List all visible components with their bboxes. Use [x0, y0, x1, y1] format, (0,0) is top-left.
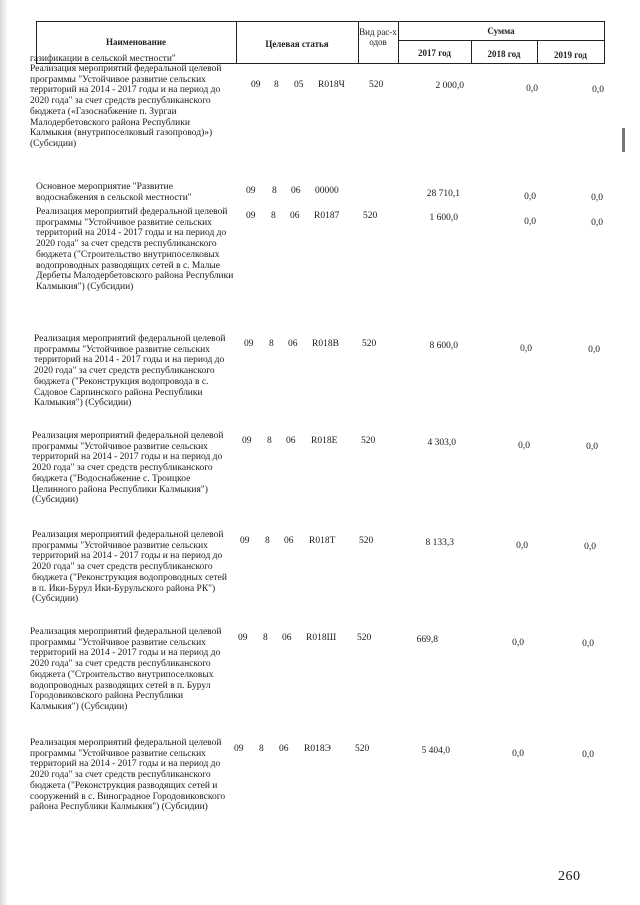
sum-2018: 0,0 [518, 441, 530, 451]
row-description: Реализация мероприятий федеральной целевой программы "Устойчивое развитие сельских территорий на 2014 - 2017 годы и на период до 2020 года" за счет средств республиканского бюджета ("Реконструкция разводящих сетей и сооружений в с. Виноградное Городовиковского района Республики Калмыкия") (Субсидии) [30, 738, 226, 813]
code-direction: R018Э [304, 744, 331, 754]
sum-2017: 5 404,0 [421, 746, 450, 756]
scan-artifact-mark [622, 128, 625, 152]
code-program: 09 [240, 536, 250, 546]
code-activity: 06 [284, 536, 294, 546]
row-description: Реализация мероприятий федеральной целевой программы "Устойчивое развитие сельских территорий на 2014 - 2017 годы и на период до 2020 года" за счет средств республиканского бюджета ("Строительство внутрипоселковых водопроводных разводящих сетей в п. Бурул Городовиковского района Республики Калмыкия") (Субсидии) [30, 627, 222, 712]
expense-kind: 520 [359, 536, 374, 546]
header-year-2018: 2018 год [487, 49, 521, 59]
sum-2017: 4 303,0 [427, 438, 456, 448]
code-subprogram: 8 [271, 211, 276, 221]
code-activity: 06 [288, 339, 298, 349]
code-direction: 00000 [315, 186, 339, 196]
expense-kind: 520 [362, 339, 377, 349]
code-activity: 06 [282, 633, 292, 643]
code-subprogram: 8 [272, 186, 277, 196]
code-program: 09 [251, 80, 261, 90]
header-sum: Сумма [487, 26, 515, 36]
row-description: Реализация мероприятий федеральной целевой программы "Устойчивое развитие сельских территорий на 2014 - 2017 годы и на период до 2020 года" за счет средств республиканского бюджета («Газоснабжение п. Зургаи Малодербетовского района Республики Калмыкия (внутрипоселковый газопровод)») (Субсидии) [30, 64, 222, 149]
expense-kind: 520 [357, 633, 372, 643]
sum-2019: 0,0 [592, 85, 604, 95]
sum-2017: 669,8 [416, 635, 438, 645]
continuation-text: газификации в сельской местности" [30, 54, 176, 64]
header-name: Наименование [106, 37, 166, 47]
header-year-2019: 2019 год [554, 50, 587, 60]
sum-2017: 28 710,1 [426, 189, 460, 199]
expense-kind: 520 [363, 211, 378, 221]
header-year-2017: 2017 год [418, 48, 451, 58]
code-subprogram: 8 [269, 339, 274, 349]
code-program: 09 [234, 744, 244, 754]
sum-2018: 0,0 [516, 541, 528, 551]
code-activity: 06 [290, 211, 300, 221]
expense-kind: 520 [369, 80, 384, 90]
header-expense-kind: Вид рас-ходов [359, 27, 397, 47]
code-activity: 06 [291, 186, 301, 196]
sum-2019: 0,0 [584, 542, 596, 552]
row-description: Реализация мероприятий федеральной целевой программы "Устойчивое развитие сельских территорий на 2014 - 2017 годы и на период до 2020 года" за счет средств республиканского бюджета ("Строительство внутрипоселковых водопроводных разводящих сетей в с. Малые Дербеты Малодербетовского района Республики Калмыкия") (Субсидии) [36, 207, 234, 292]
sum-2017: 2 000,0 [435, 81, 464, 91]
code-subprogram: 8 [274, 80, 279, 90]
sum-2019: 0,0 [586, 442, 598, 452]
code-direction: R0187 [314, 211, 340, 221]
row-description: Реализация мероприятий федеральной целевой программы "Устойчивое развитие сельских территорий на 2014 - 2017 годы и на период до 2020 года" за счет средств республиканского бюджета ("Реконструкция водопроводных сетей в п. Ики-Бурул Ики-Бурульского района РК") (Субсидии) [32, 530, 227, 605]
row-description: Реализация мероприятий федеральной целевой программы "Устойчивое развитие сельских территорий на 2014 - 2017 годы и на период до 2020 года" за счет средств республиканского бюджета ("Водоснабжение с. Троицкое Целинного района Республики Калмыкия") (Субсидии) [32, 431, 224, 506]
code-program: 09 [244, 339, 254, 349]
header-target-article: Целевая статья [265, 39, 329, 49]
code-subprogram: 8 [259, 744, 264, 754]
code-direction: R018Е [311, 436, 338, 446]
code-subprogram: 8 [263, 633, 268, 643]
sum-2018: 0,0 [512, 638, 524, 648]
code-direction: R018Ш [306, 633, 337, 643]
row-description: Основное мероприятие "Развитие водоснабжения в сельской местности" [36, 182, 192, 203]
expense-kind: 520 [361, 436, 376, 446]
expense-kind: 520 [355, 744, 370, 754]
sum-2019: 0,0 [588, 345, 600, 355]
code-direction: R018В [312, 339, 339, 349]
sum-2018: 0,0 [524, 217, 536, 227]
scan-edge-shadow [0, 0, 8, 905]
code-activity: 06 [286, 436, 296, 446]
sum-2017: 8 600,0 [429, 341, 458, 351]
sum-2019: 0,0 [582, 639, 594, 649]
code-subprogram: 8 [265, 536, 270, 546]
sum-2019: 0,0 [591, 218, 603, 228]
sum-2019: 0,0 [582, 750, 594, 760]
sum-2018: 0,0 [520, 344, 532, 354]
sum-2017: 8 133,3 [425, 538, 454, 548]
code-program: 09 [246, 186, 256, 196]
code-activity: 06 [279, 744, 289, 754]
code-direction: R018Ч [318, 80, 345, 90]
row-description: Реализация мероприятий федеральной целевой программы "Устойчивое развитие сельских территорий на 2014 - 2017 годы и на период до 2020 года" за счет средств республиканского бюджета ("Реконструкция водопровода в с. Садовое Сарпинского района Республики Калмыкия") (Субсидии) [34, 334, 226, 409]
code-program: 09 [242, 436, 252, 446]
sum-2019: 0,0 [591, 193, 603, 203]
code-subprogram: 8 [267, 436, 272, 446]
sum-2017: 1 600,0 [429, 213, 458, 223]
code-activity: 05 [294, 80, 304, 90]
code-program: 09 [238, 633, 248, 643]
sum-2018: 0,0 [512, 749, 524, 759]
page-number: 260 [558, 869, 581, 884]
code-program: 09 [246, 211, 256, 221]
code-direction: R018Т [309, 536, 336, 546]
sum-2018: 0,0 [524, 192, 536, 202]
sum-2018: 0,0 [526, 84, 538, 94]
